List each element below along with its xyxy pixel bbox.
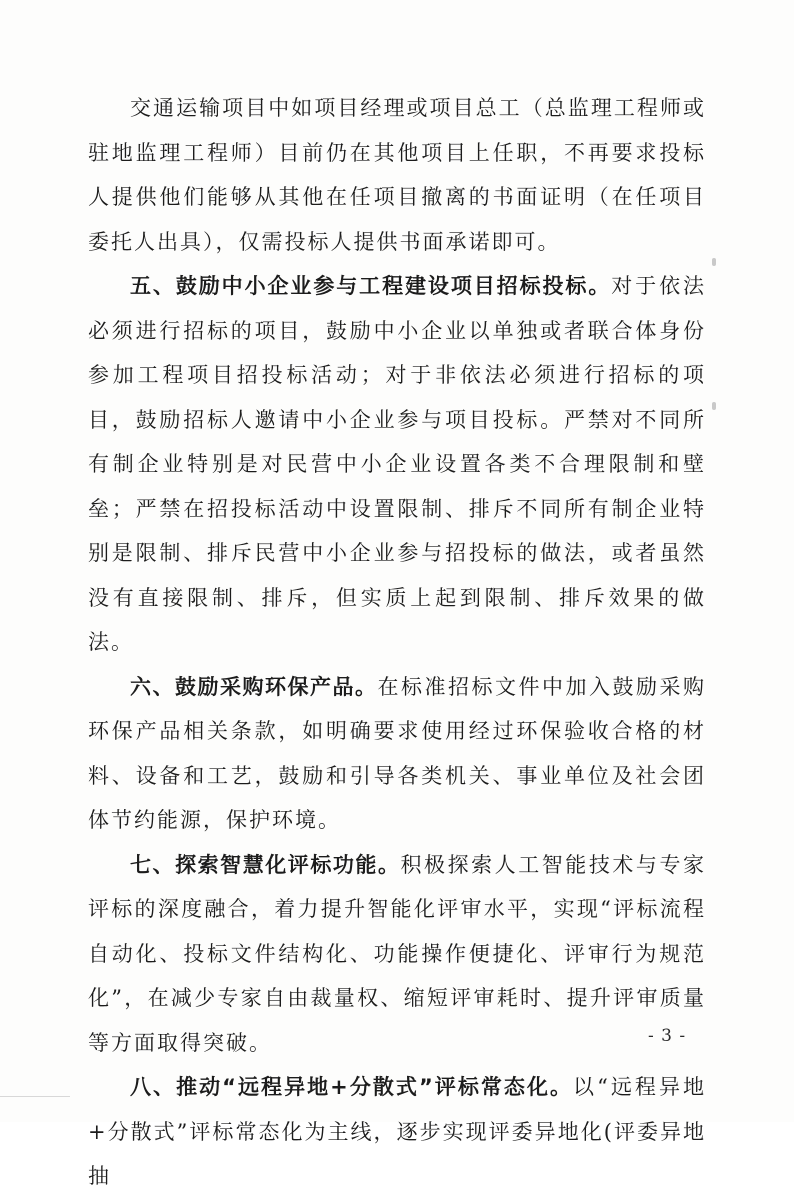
paragraph-body: 以“远程异地+分散式”评标常态化为主线，逐步实现评委异地化(评委异地抽 [88, 1075, 706, 1188]
paragraph-section-6 [88, 665, 706, 843]
paragraph-body: 交通运输项目中如项目经理或项目总工（总监理工程师或驻地监理工程师）目前仍在其他项目上任职，不再要求投标人提供他们能够从其他在任项目撤离的书面证明（在任项目委托人出具），仅需投标人提供书面承诺即可。 [88, 96, 706, 254]
section-heading: 五、鼓励中小企业参与工程建设项目招标投标。 [130, 274, 612, 298]
scan-artifact [712, 402, 716, 410]
paragraph-section-5 [88, 264, 706, 665]
paragraph-continuation [88, 86, 706, 264]
paragraph-body: 在标准招标文件中加入鼓励采购环保产品相关条款，如明确要求使用经过环保验收合格的材料、设备和工艺，鼓励和引导各类机关、事业单位及社会团体节约能源，保护环境。 [88, 674, 706, 832]
scan-artifact [712, 258, 716, 266]
page-number: - 3 - [648, 1026, 687, 1046]
scan-edge-line [0, 1096, 70, 1097]
section-heading: 六、鼓励采购环保产品。 [130, 674, 378, 699]
paragraph-section-8 [88, 1065, 706, 1199]
body-text [88, 86, 706, 1199]
paragraph-body: 积极探索人工智能技术与专家评标的深度融合，着力提升智能化评审水平，实现“评标流程自动化、投标文件结构化、功能操作便捷化、评审行为规范化”，在减少专家自由裁量权、缩短评审耗时、提升评审质量等方面取得突破。 [88, 852, 706, 1055]
section-heading: 八、推动“远程异地+分散式”评标常态化。 [130, 1075, 574, 1099]
paragraph-body: 对于依法必须进行招标的项目，鼓励中小企业以单独或者联合体身份参加工程项目招投标活动；对于非依法必须进行招标的项目，鼓励招标人邀请中小企业参与项目投标。严禁对不同所有制企业特别是对民营中小企业设置各类不合理限制和壁垒；严禁在招投标活动中设置限制、排斥不同所有制企业特别是限制、排斥民营中小企业参与招投标的做法，或者虽然没有直接限制、排斥，但实质上起到限制、排斥效果的做法。 [88, 274, 706, 654]
section-heading: 七、探索智慧化评标功能。 [130, 852, 401, 877]
paragraph-section-7 [88, 843, 706, 1066]
